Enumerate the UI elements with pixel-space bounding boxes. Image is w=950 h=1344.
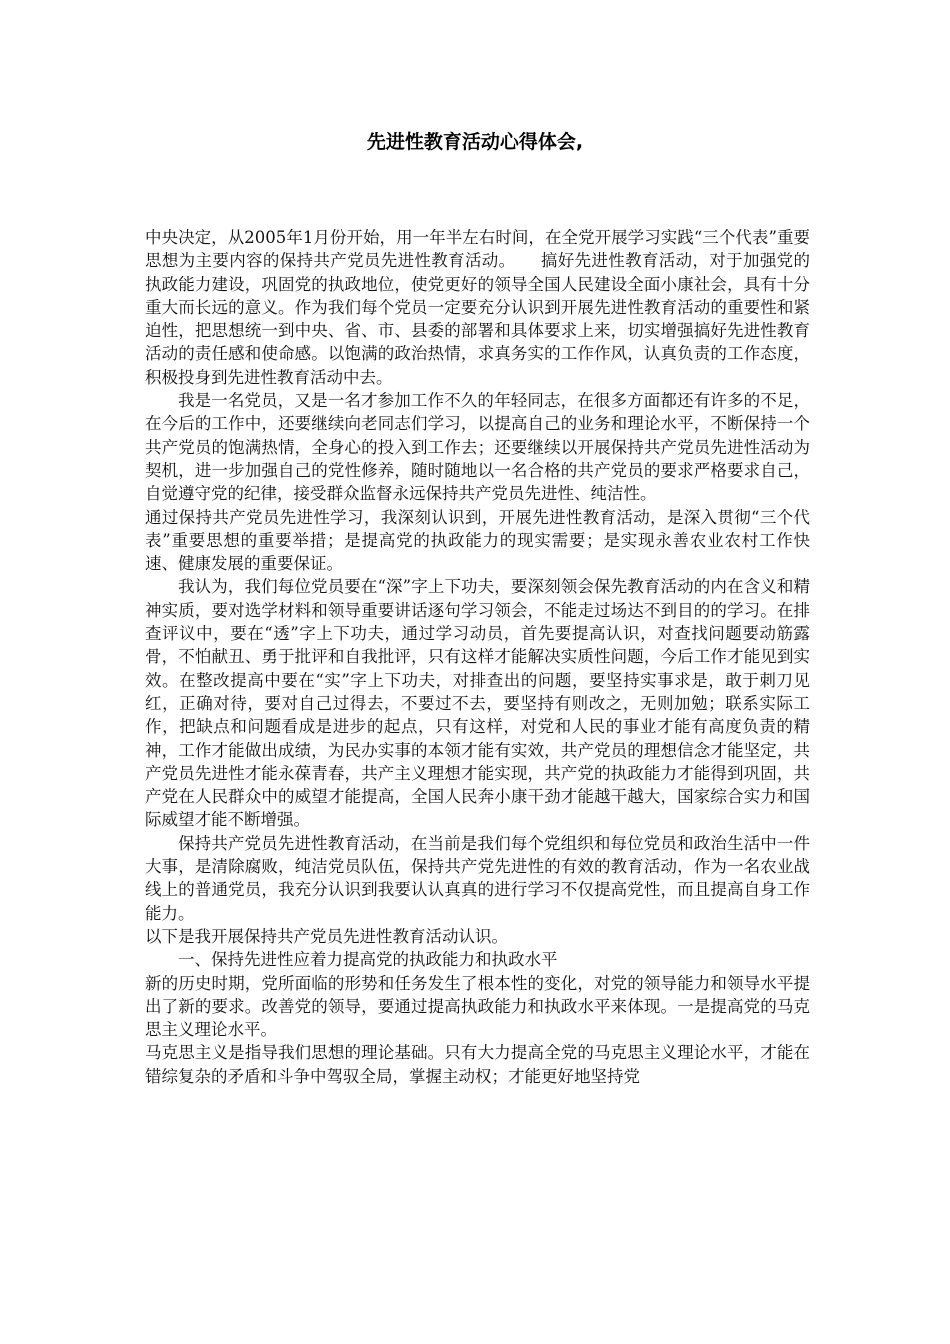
- paragraph: 中央决定，从2005年1月份开始，用一年半左右时间，在全党开展学习实践“三个代表”重要思想为主要内容的保持共产党员先进性教育活动。 搞好先进性教育活动，对于加强党的执政能力建设，巩固党的执政地位，使党更好的领导全国人民建设全面小康社会，具有十分重大而长远的意义。作为我们每个党员一定要充分认识到开展先进性教育活动的重要性和紧迫性，把思想统一到中央、省、市、县委的部署和具体要求上来，切实增强搞好先进性教育活动的责任感和使命感。以饱满的政治热情，求真务实的工作作风，认真负责的工作态度，积极投身到先进性教育活动中去。: [145, 228, 810, 387]
- paragraph: 马克思主义是指导我们思想的理论基础。只有大力提高全党的马克思主义理论水平，才能在错综复杂的矛盾和斗争中驾驭全局，掌握主动权；才能更好地坚持党: [145, 1043, 810, 1086]
- paragraph: 我认为，我们每位党员要在“深”字上下功夫，要深刻领会保先教育活动的内在含义和精神实质，要对选学材料和领导重要讲话逐句学习领会，不能走过场达不到目的的学习。在排查评议中，要在“透”字上下功夫，通过学习动员，首先要提高认识，对查找问题要动筋露骨，不怕献丑、勇于批评和自我批评，只有这样才能解决实质性问题，今后工作才能见到实效。在整改提高中要在“实”字上下功夫，对排查出的问题，要坚持实事求是，敢于刺刀见红，正确对待，要对自己过得去，不要过不去，要坚持有则改之，无则加勉；联系实际工作，把缺点和问题看成是进步的起点，只有这样，对党和人民的事业才能有高度负责的精神，工作才能做出成绩，为民办实事的本领才能有实效，共产党员的理想信念才能坚定，共产党员先进性才能永葆青春，共产主义理想才能实现，共产党的执政能力才能得到巩固，共产党在人民群众中的威望才能提高，全国人民奔小康干劲才能越干越大，国家综合实力和国际威望才能不断增强。: [145, 577, 810, 830]
- paragraph: 我是一名党员，又是一名才参加工作不久的年轻同志，在很多方面都还有许多的不足，在今后的工作中，还要继续向老同志们学习，以提高自己的业务和理论水平，不断保持一个共产党员的饱满热情，全身心的投入到工作去；还要继续以开展保持共产党员先进性活动为契机，进一步加强自己的党性修养，随时随地以一名合格的共产党员的要求严格要求自己，自觉遵守党的纪律，接受群众监督永远保持共产党员先进性、纯洁性。: [145, 391, 810, 504]
- paragraph: 保持共产党员先进性教育活动，在当前是我们每个党组织和每位党员和政治生活中一件大事，是清除腐败，纯洁党员队伍，保持共产党先进性的有效的教育活动，作为一名农业战线上的普通党员，我充分认识到我要认认真真的进行学习不仅提高党性，而且提高自身工作能力。: [145, 833, 810, 923]
- document-title: 先进性教育活动心得体会,: [366, 131, 584, 153]
- paragraph: 以下是我开展保持共产党员先进性教育活动认识。: [145, 926, 508, 946]
- document-body: [145, 226, 810, 1088]
- paragraph: 新的历史时期，党所面临的形势和任务发生了根本性的变化，对党的领导能力和领导水平提出了新的要求。改善党的领导，要通过提高执政能力和执政水平来体现。一是提高党的马克思主义理论水平。: [145, 973, 810, 1040]
- section-heading: 一、保持先进性应着力提高党的执政能力和执政水平: [178, 950, 558, 970]
- paragraph: 通过保持共产党员先进性学习，我深刻认识到，开展先进性教育活动，是深入贯彻“三个代表”重要思想的重要举措；是提高党的执政能力的现实需要；是实现永善农业农村工作快速、健康发展的重要保证。: [145, 507, 810, 574]
